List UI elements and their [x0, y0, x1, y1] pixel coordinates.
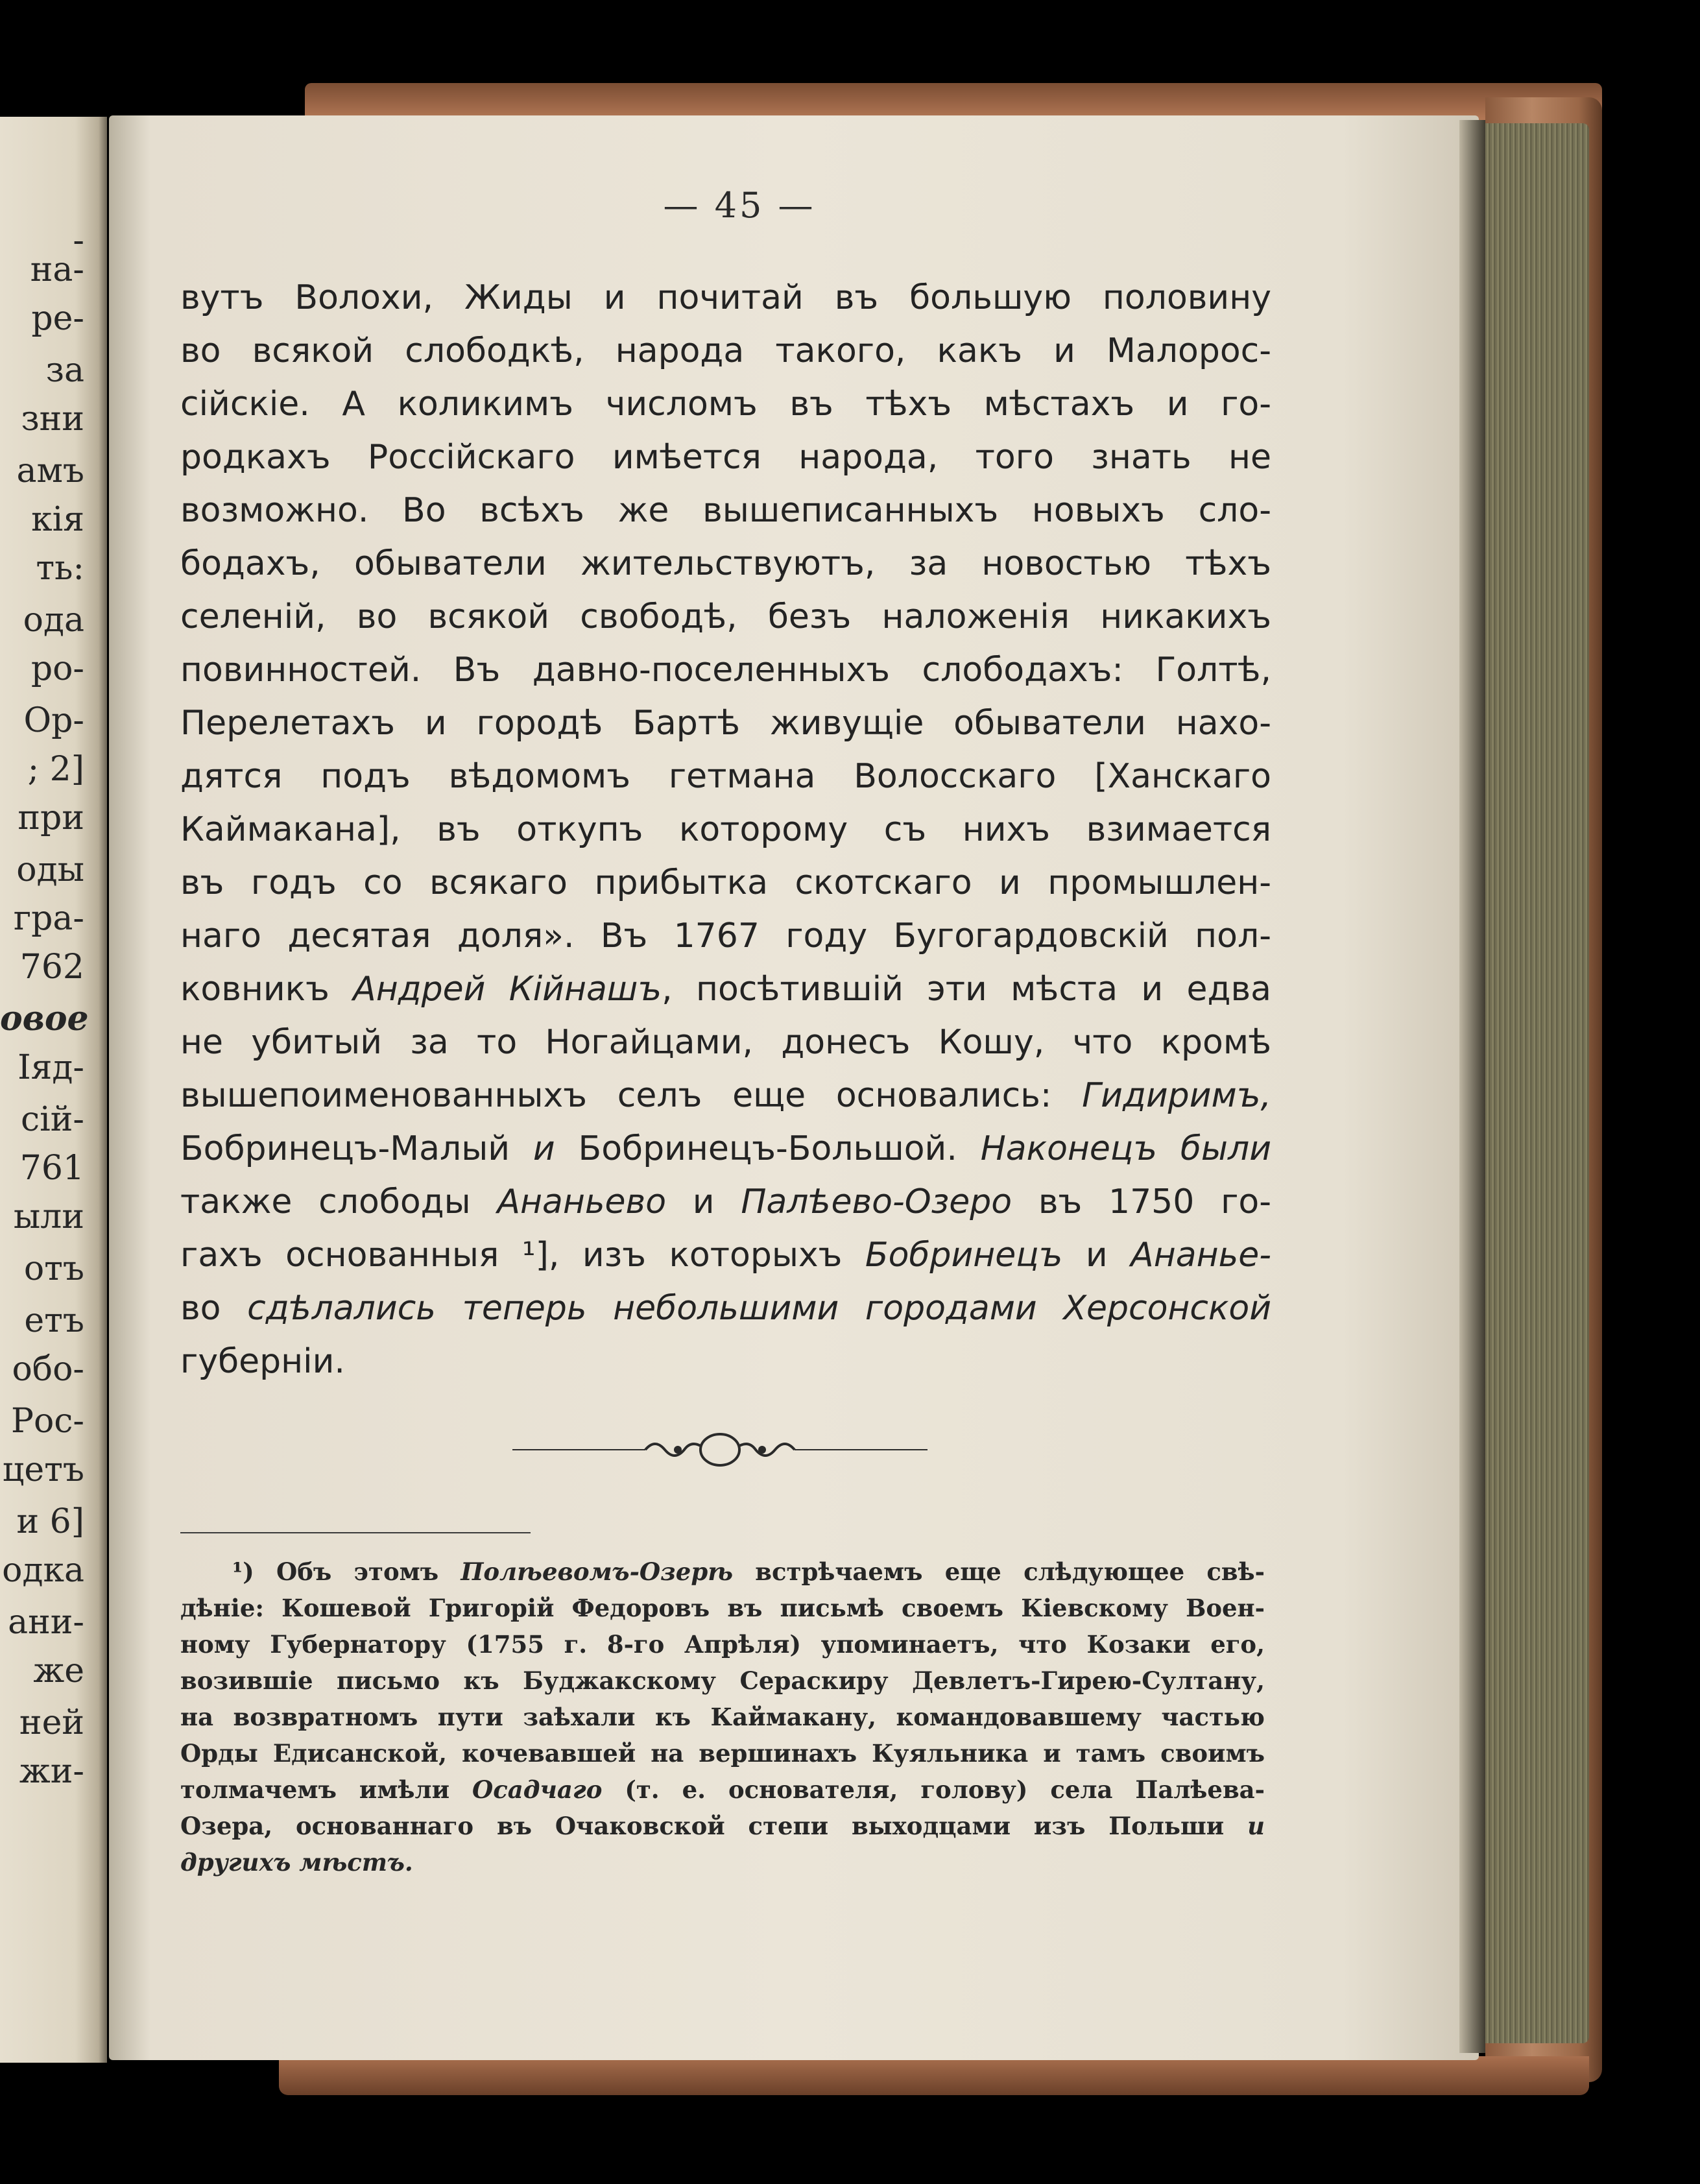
- left-page-fragment: Рос-: [11, 1402, 84, 1441]
- footnote-line: [180, 1662, 1265, 1699]
- text-run: повинностей. Въ давно-поселенныхъ слободахъ: Голтѣ,: [180, 651, 1271, 690]
- text-run: и: [1062, 1236, 1131, 1275]
- body-line: [180, 803, 1271, 856]
- text-run: ному Губернатору (1755 г. 8-го Апрѣля) упоминаетъ, что Козаки его,: [180, 1630, 1265, 1659]
- text-run: губерніи.: [180, 1342, 345, 1381]
- footnote-line: [180, 1699, 1265, 1735]
- left-page-fragment: при: [18, 798, 84, 837]
- left-page-fragment: овое: [0, 999, 89, 1038]
- left-page-fragment: же: [33, 1651, 84, 1690]
- footnote-line: [180, 1808, 1265, 1844]
- previous-page-edge: [0, 117, 107, 2063]
- body-line: [180, 271, 1271, 324]
- italic-proper-name: Бобринецъ: [865, 1236, 1063, 1275]
- text-run: Каймакана], въ откупъ которому съ нихъ взимается: [180, 810, 1271, 849]
- italic-proper-name: Наконецъ были: [957, 1129, 1271, 1168]
- left-page-fragment: -: [73, 221, 84, 260]
- body-line: [180, 484, 1271, 537]
- left-page-fragment: етъ: [24, 1301, 84, 1340]
- page-right-shadow: [1459, 120, 1485, 2053]
- footnote-line: [180, 1735, 1265, 1771]
- text-run: въ годъ со всякаго прибытка скотскаго и промышлен-: [180, 863, 1271, 902]
- body-line: [180, 1016, 1271, 1069]
- left-page-fragment: 762: [19, 948, 84, 987]
- text-run: бодахъ, обыватели жительствуютъ, за новостью тѣхъ: [180, 544, 1271, 583]
- left-page-fragment: и 6]: [16, 1502, 84, 1541]
- left-page-fragment: отъ: [23, 1249, 84, 1288]
- left-page-fragment: одка: [2, 1551, 84, 1590]
- text-run: во всякой слободкѣ, народа такого, какъ и Малорос-: [180, 331, 1271, 370]
- left-page-fragment: оды: [16, 850, 84, 889]
- left-page-fragment: ода: [23, 601, 84, 640]
- text-run: возившіе письмо къ Буджакскому Сераскиру Девлетъ-Гирею-Султану,: [180, 1666, 1265, 1695]
- text-run: и: [666, 1182, 741, 1221]
- page-number: — 45 —: [663, 185, 816, 226]
- body-line: [180, 590, 1271, 643]
- text-run: во: [180, 1289, 221, 1328]
- text-run: наго десятая доля». Въ 1767 году Бугогардовскій пол-: [180, 917, 1271, 955]
- body-line: [180, 324, 1271, 378]
- text-run: гахъ основанныя ¹], изъ которыхъ: [180, 1236, 865, 1275]
- left-page-fragment: цетъ: [2, 1450, 84, 1489]
- left-page-fragment: 761: [19, 1149, 84, 1188]
- italic-proper-name: Полѣевомъ-Озерѣ: [461, 1557, 734, 1586]
- text-run: , посѣтившій эти мѣста и едва: [662, 970, 1271, 1009]
- body-line: [180, 1069, 1271, 1122]
- left-page-fragment: ре-: [31, 299, 84, 338]
- footnote-line: [180, 1554, 1265, 1590]
- footnote-line: [180, 1771, 1265, 1808]
- text-run: Озера, основаннаго въ Очаковской степи выходцами изъ Польши: [180, 1812, 1248, 1840]
- left-page-fragment: ть:: [36, 549, 84, 588]
- body-line: [180, 431, 1271, 484]
- left-page-fragment: на-: [30, 250, 84, 289]
- body-line: [180, 643, 1271, 697]
- italic-proper-name: Гидиримъ,: [1082, 1076, 1271, 1115]
- left-page-fragment: ыли: [13, 1197, 84, 1236]
- main-text: [180, 271, 1271, 1388]
- body-line: [180, 537, 1271, 590]
- text-run: толмачемъ имѣли: [180, 1775, 472, 1804]
- left-page-fragment: ани-: [8, 1603, 84, 1642]
- left-page-fragment: гра-: [13, 899, 84, 938]
- text-run: не убитый за то Ногайцами, донесъ Кошу, что кромѣ: [180, 1023, 1271, 1062]
- footnote-line: [180, 1590, 1265, 1626]
- body-line: [180, 856, 1271, 909]
- italic-proper-name: Андрей Кійнашъ: [353, 970, 662, 1009]
- body-line: [180, 1335, 1271, 1388]
- text-run: дятся подъ вѣдомомъ гетмана Волосскаго [Ханскаго: [180, 757, 1271, 796]
- body-line: [180, 1229, 1271, 1282]
- left-page-fragment: кія: [31, 500, 84, 539]
- left-page-fragment: сій-: [21, 1100, 84, 1139]
- text-run: другихъ мѣстъ.: [180, 1848, 413, 1877]
- footnotes: [180, 1554, 1265, 1880]
- italic-proper-name: Ананьево: [497, 1182, 667, 1221]
- italic-proper-name: Осадчаго: [472, 1775, 603, 1804]
- body-line: [180, 909, 1271, 963]
- text-run: (т. е. основателя, голову) села Палѣева-: [602, 1775, 1265, 1804]
- text-run: дѣніе: Кошевой Григорій Федоровъ въ письмѣ своемъ Кіевскому Воен-: [180, 1594, 1265, 1622]
- footnote-line: [180, 1626, 1265, 1662]
- text-run: вышепоименованныхъ селъ еще основались:: [180, 1076, 1083, 1115]
- body-line: [180, 750, 1271, 803]
- italic-proper-name: Ананье-: [1131, 1236, 1271, 1275]
- footnote-separator: [180, 1532, 531, 1533]
- text-run: ковникъ: [180, 970, 353, 1009]
- text-run: ¹) Объ этомъ: [232, 1557, 461, 1586]
- left-page-fragment: ней: [19, 1703, 84, 1742]
- text-run: въ 1750 го-: [1012, 1182, 1272, 1221]
- italic-proper-name: и: [510, 1129, 579, 1168]
- text-run: сійскіе. А коликимъ числомъ въ тѣхъ мѣстахъ и го-: [180, 385, 1271, 424]
- body-line: [180, 697, 1271, 750]
- body-line: [180, 963, 1271, 1016]
- text-run: возможно. Во всѣхъ же вышеписанныхъ новыхъ сло-: [180, 491, 1271, 530]
- left-page-fragment: жи-: [19, 1752, 84, 1791]
- text-run: селеній, во всякой свободѣ, безъ наложенія никакихъ: [180, 597, 1271, 636]
- footnote-line: [180, 1844, 1265, 1880]
- left-page-fragment: Іяд-: [18, 1048, 84, 1087]
- text-run: Бобринецъ-Малый: [180, 1129, 510, 1168]
- body-line: [180, 1175, 1271, 1229]
- text-run: на возвратномъ пути заѣхали къ Каймакану, командовавшему частью: [180, 1703, 1265, 1731]
- text-run: вутъ Волохи, Жиды и почитай въ большую половину: [180, 278, 1271, 317]
- body-line: [180, 1282, 1271, 1335]
- left-page-fragment: за: [45, 351, 84, 390]
- body-line: [180, 1122, 1271, 1175]
- left-page-fragment: ; 2]: [27, 750, 84, 789]
- left-page-fragment: ро-: [30, 649, 84, 688]
- text-run: Бобринецъ-Большой.: [578, 1129, 957, 1168]
- body-line: [180, 378, 1271, 431]
- left-page-fragment: обо-: [12, 1350, 84, 1389]
- ornament-divider: [506, 1427, 934, 1472]
- italic-proper-name: и: [1247, 1812, 1265, 1840]
- italic-proper-name: Палѣево-Озеро: [741, 1182, 1012, 1221]
- text-run: Перелетахъ и городѣ Бартѣ живущіе обыватели нахо-: [180, 704, 1271, 743]
- text-run: Орды Едисанской, кочевавшей на вершинахъ Куяльника и тамъ своимъ: [180, 1739, 1265, 1768]
- left-page-fragment: Ор-: [23, 701, 84, 740]
- text-run: также слободы: [180, 1182, 497, 1221]
- left-page-fragment: амъ: [16, 451, 84, 490]
- book-cover-bottom-edge: [279, 2056, 1589, 2095]
- left-page-fragment: зни: [21, 400, 84, 438]
- italic-proper-name: сдѣлались теперь небольшими городами Херсонской: [221, 1289, 1271, 1328]
- text-run: встрѣчаемъ еще слѣдующее свѣ-: [733, 1557, 1265, 1586]
- text-run: родкахъ Россійскаго имѣется народа, того знать не: [180, 438, 1271, 477]
- page-block-edges: [1476, 123, 1589, 2043]
